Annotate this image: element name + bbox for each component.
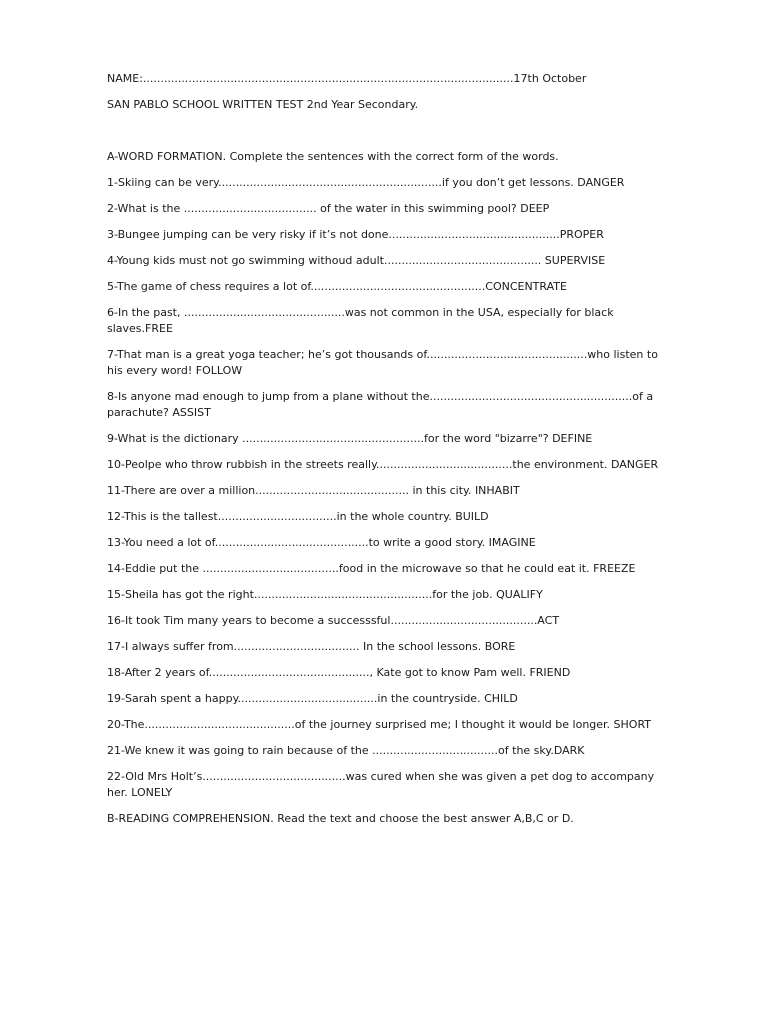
question-20: 20-The...........................................of the journey surprised me; I thought it would be longer. SHORT bbox=[107, 718, 652, 731]
question-11: 11-There are over a million............................................ in this city. INHABIT bbox=[107, 484, 520, 497]
name-date-line: NAME:..........................................................................................................17th October bbox=[107, 72, 587, 85]
question-8: 8-Is anyone mad enough to jump from a plane without the..........................................................of a parachute? ASSIST bbox=[107, 390, 654, 419]
question-3: 3-Bungee jumping can be very risky if it’s not done.................................................PROPER bbox=[107, 228, 604, 241]
question-5: 5-The game of chess requires a lot of..................................................CONCENTRATE bbox=[107, 280, 567, 293]
question-4: 4-Young kids must not go swimming withoud adult............................................. SUPERVISE bbox=[107, 254, 606, 267]
question-1: 1-Skiing can be very................................................................if you don’t get lessons. DANGER bbox=[107, 176, 625, 189]
question-6: 6-In the past, ..............................................was not common in the USA, especially for black slaves.FREE bbox=[107, 306, 614, 335]
question-9: 9-What is the dictionary ....................................................for the word "bizarre"? DEFINE bbox=[107, 432, 593, 445]
question-19: 19-Sarah spent a happy........................................in the countryside. CHILD bbox=[107, 692, 518, 705]
question-10: 10-Peolpe who throw rubbish in the streets really.......................................the environment. DANGER bbox=[107, 458, 659, 471]
section-b-title: B-READING COMPREHENSION. Read the text and choose the best answer A,B,C or D. bbox=[107, 812, 574, 825]
question-16: 16-It took Tim many years to become a successsful..........................................ACT bbox=[107, 614, 560, 627]
question-18: 18-After 2 years of.............................................., Kate got to know Pam well. FRIEND bbox=[107, 666, 571, 679]
question-14: 14-Eddie put the .......................................food in the microwave so that he could eat it. FREEZE bbox=[107, 562, 636, 575]
question-22: 22-Old Mrs Holt’s.........................................was cured when she was given a pet dog to accompany her. LONELY bbox=[107, 770, 655, 799]
word-formation-list bbox=[107, 175, 663, 801]
question-17: 17-I always suffer from.................................... In the school lessons. BORE bbox=[107, 640, 516, 653]
question-21: 21-We knew it was going to rain because of the ....................................of the sky.DARK bbox=[107, 744, 585, 757]
worksheet-page bbox=[107, 71, 663, 827]
question-12: 12-This is the tallest..................................in the whole country. BUILD bbox=[107, 510, 489, 523]
question-2: 2-What is the ...................................... of the water in this swimming pool? DEEP bbox=[107, 202, 550, 215]
question-7: 7-That man is a great yoga teacher; he’s got thousands of..............................................who listen to his every word! FOLLOW bbox=[107, 348, 658, 377]
question-15: 15-Sheila has got the right...................................................for the job. QUALIFY bbox=[107, 588, 543, 601]
school-test-title: SAN PABLO SCHOOL WRITTEN TEST 2nd Year Secondary. bbox=[107, 98, 419, 111]
question-13: 13-You need a lot of............................................to write a good story. IMAGINE bbox=[107, 536, 536, 549]
section-a-title: A-WORD FORMATION. Complete the sentences with the correct form of the words. bbox=[107, 150, 559, 163]
